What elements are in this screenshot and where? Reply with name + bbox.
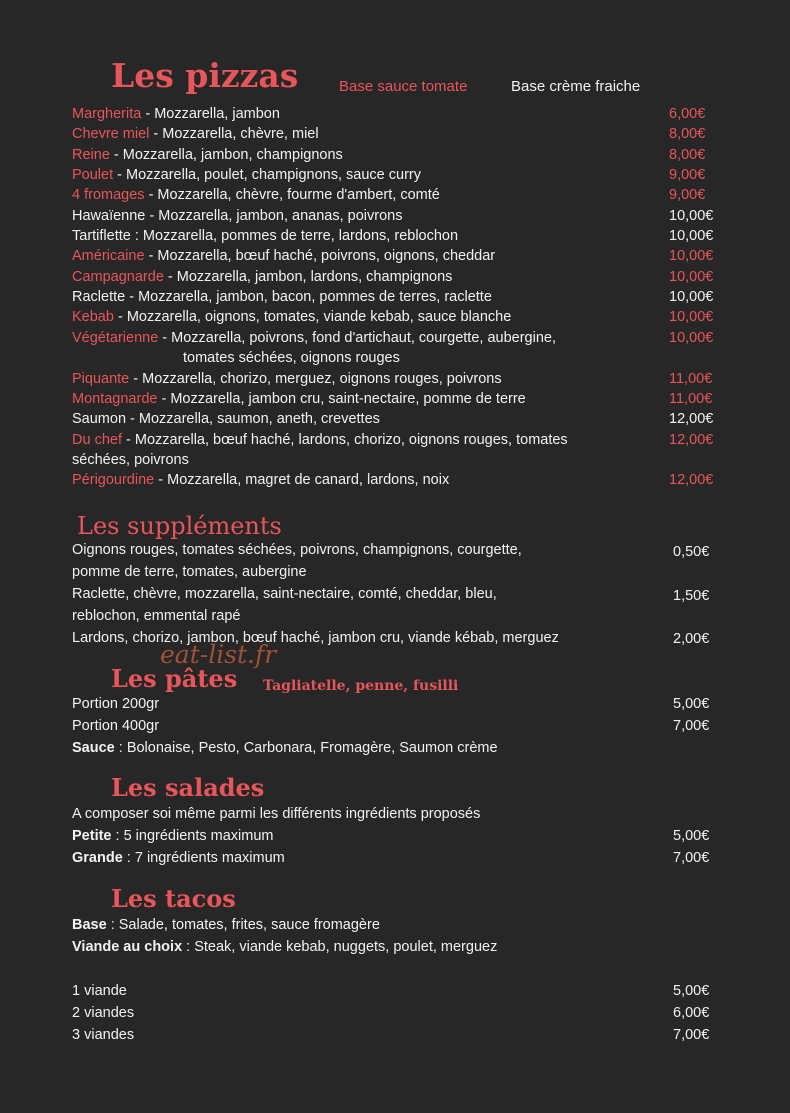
- pizza-name: Montagnarde: [72, 391, 158, 407]
- pizza-price: 12,00€: [669, 432, 714, 448]
- pizza-desc: - Mozzarella, jambon, bacon, pommes de terres, raclette: [125, 289, 492, 305]
- pizza-price: 8,00€: [669, 126, 706, 142]
- supplement-item: [72, 627, 559, 649]
- pizza-name: Poulet: [72, 167, 114, 183]
- supplement-price: 0,50€: [673, 544, 710, 560]
- supplement-item: [72, 583, 497, 627]
- legend-tomato: Base sauce tomate: [339, 78, 468, 95]
- salade-size-text: : 5 ingrédients maximum: [111, 828, 274, 844]
- supplements-title: Les suppléments: [77, 512, 282, 540]
- pizza-item: [72, 307, 511, 327]
- pizza-name: Campagnarde: [72, 269, 164, 285]
- tacos-viande-text: : Steak, viande kebab, nuggets, poulet, merguez: [182, 939, 498, 955]
- supplement-text-cont: reblochon, emmental rapé: [72, 608, 241, 624]
- tacos-title: Les tacos: [111, 884, 236, 913]
- pizza-desc: - Mozzarella, jambon, ananas, poivrons: [145, 208, 403, 224]
- tacos-option: 2 viandes: [72, 1005, 135, 1021]
- pizza-desc: - Mozzarella, jambon cru, saint-nectaire, pomme de terre: [157, 391, 526, 407]
- pizza-name: Piquante: [72, 371, 130, 387]
- pates-portion: Portion 400gr: [72, 718, 160, 734]
- pizza-price: 12,00€: [669, 472, 714, 488]
- tacos-option: 1 viande: [72, 983, 127, 999]
- tacos-viande-label: Viande au choix: [72, 939, 183, 955]
- pizza-item: [72, 328, 556, 369]
- tacos-price: 5,00€: [673, 983, 710, 999]
- pizza-price: 9,00€: [669, 167, 706, 183]
- pizza-price: 11,00€: [669, 391, 713, 407]
- pizza-item: [72, 226, 458, 246]
- pizza-item: [72, 165, 421, 185]
- legend-cream: Base crème fraiche: [511, 78, 641, 95]
- pizza-desc: : Mozzarella, pommes de terre, lardons, reblochon: [130, 228, 459, 244]
- supplement-text: Raclette, chèvre, mozzarella, saint-nectaire, comté, cheddar, bleu,: [72, 586, 497, 602]
- pizza-item: [72, 104, 280, 124]
- salade-size: [72, 847, 285, 869]
- pizza-item: [72, 409, 380, 429]
- pizza-name: Margherita: [72, 106, 142, 122]
- pizza-price: 10,00€: [669, 269, 714, 285]
- salade-size: [72, 825, 273, 847]
- pizza-name: Américaine: [72, 248, 145, 264]
- watermark: eat-list.fr: [160, 640, 277, 669]
- pizza-price: 10,00€: [669, 248, 714, 264]
- pates-title: Les pâtes: [111, 664, 238, 693]
- tacos-base-label: Base: [72, 917, 107, 933]
- pizza-desc: - Mozzarella, chèvre, fourme d'ambert, comté: [144, 187, 440, 203]
- pizza-price: 12,00€: [669, 411, 714, 427]
- pizza-price: 8,00€: [669, 147, 706, 163]
- pizza-item: [72, 145, 343, 165]
- tacos-option: 3 viandes: [72, 1027, 135, 1043]
- pizza-name: Reine: [72, 147, 110, 163]
- pizza-desc-cont: tomates séchées, oignons rouges: [183, 350, 400, 367]
- salade-size-label: Grande: [72, 850, 123, 866]
- pizza-price: 11,00€: [669, 371, 713, 387]
- pizza-desc: - Mozzarella, jambon: [141, 106, 280, 122]
- pizza-desc: - Mozzarella, oignons, tomates, viande kebab, sauce blanche: [113, 309, 512, 325]
- pizza-name: Tartiflette: [72, 228, 131, 244]
- pizza-item: [72, 124, 319, 144]
- pates-price: 5,00€: [673, 696, 710, 712]
- pates-subtitle: Tagliatelle, penne, fusilli: [263, 678, 459, 694]
- supplement-price: 2,00€: [673, 631, 710, 647]
- pizza-name: 4 fromages: [72, 187, 145, 203]
- pizza-desc: - Mozzarella, jambon, lardons, champignons: [163, 269, 453, 285]
- pizza-item: [72, 430, 568, 471]
- pizza-name: Chevre miel: [72, 126, 150, 142]
- pates-sauce: [72, 737, 498, 759]
- pizza-price: 10,00€: [669, 289, 714, 305]
- pizza-desc: - Mozzarella, jambon, champignons: [109, 147, 343, 163]
- pizza-price: 9,00€: [669, 187, 706, 203]
- pizza-desc: - Mozzarella, chèvre, miel: [149, 126, 319, 142]
- pizza-name: Périgourdine: [72, 472, 155, 488]
- pizza-desc: - Mozzarella, chorizo, merguez, oignons rouges, poivrons: [129, 371, 502, 387]
- pizza-name: Kebab: [72, 309, 114, 325]
- pizza-desc: - Mozzarella, poivrons, fond d'artichaut, courgette, aubergine,: [158, 330, 556, 346]
- pizza-item: [72, 389, 526, 409]
- supplement-price: 1,50€: [673, 588, 710, 604]
- pizza-price: 10,00€: [669, 309, 714, 325]
- pizza-desc: - Mozzarella, bœuf haché, poivrons, oignons, cheddar: [144, 248, 496, 264]
- tacos-base: [72, 914, 380, 936]
- pizza-name: Saumon: [72, 411, 127, 427]
- pizzas-title: Les pizzas: [111, 56, 299, 95]
- pizza-desc: - Mozzarella, poulet, champignons, sauce curry: [113, 167, 421, 183]
- pizza-desc: - Mozzarella, saumon, aneth, crevettes: [126, 411, 380, 427]
- salade-size-label: Petite: [72, 828, 112, 844]
- pizza-name: Hawaïenne: [72, 208, 146, 224]
- pizza-price: 6,00€: [669, 106, 706, 122]
- tacos-viande: [72, 936, 497, 958]
- tacos-price: 6,00€: [673, 1005, 710, 1021]
- pizza-price: 10,00€: [669, 228, 714, 244]
- pizza-price: 10,00€: [669, 330, 714, 346]
- tacos-base-text: : Salade, tomates, frites, sauce fromagère: [106, 917, 380, 933]
- pizza-item: [72, 185, 440, 205]
- pizza-desc-cont: séchées, poivrons: [72, 452, 189, 469]
- pizza-item: [72, 470, 449, 490]
- tacos-price: 7,00€: [673, 1027, 710, 1043]
- salade-price: 5,00€: [673, 828, 710, 844]
- pizza-desc: - Mozzarella, magret de canard, lardons, noix: [154, 472, 450, 488]
- pates-portion: Portion 200gr: [72, 696, 160, 712]
- salades-intro: A composer soi même parmi les différents ingrédients proposés: [72, 806, 481, 822]
- supplement-text-cont: pomme de terre, tomates, aubergine: [72, 564, 307, 580]
- pizza-name: Raclette: [72, 289, 126, 305]
- pizza-name: Végétarienne: [72, 330, 159, 346]
- sauce-text: : Bolonaise, Pesto, Carbonara, Fromagère, Saumon crème: [114, 740, 498, 756]
- supplement-item: [72, 539, 522, 583]
- salades-title: Les salades: [111, 773, 265, 802]
- salade-size-text: : 7 ingrédients maximum: [122, 850, 285, 866]
- pizza-desc: - Mozzarella, bœuf haché, lardons, chorizo, oignons rouges, tomates: [121, 432, 568, 448]
- pates-price: 7,00€: [673, 718, 710, 734]
- pizza-price: 10,00€: [669, 208, 714, 224]
- salade-price: 7,00€: [673, 850, 710, 866]
- pizza-name: Du chef: [72, 432, 122, 448]
- pizza-item: [72, 369, 502, 389]
- pizza-item: [72, 206, 402, 226]
- sauce-label: Sauce: [72, 740, 115, 756]
- pizza-item: [72, 246, 495, 266]
- pizza-item: [72, 287, 492, 307]
- supplement-text: Lardons, chorizo, jambon, bœuf haché, jambon cru, viande kébab, merguez: [72, 630, 559, 646]
- supplement-text: Oignons rouges, tomates séchées, poivrons, champignons, courgette,: [72, 542, 522, 558]
- pizza-item: [72, 267, 452, 287]
